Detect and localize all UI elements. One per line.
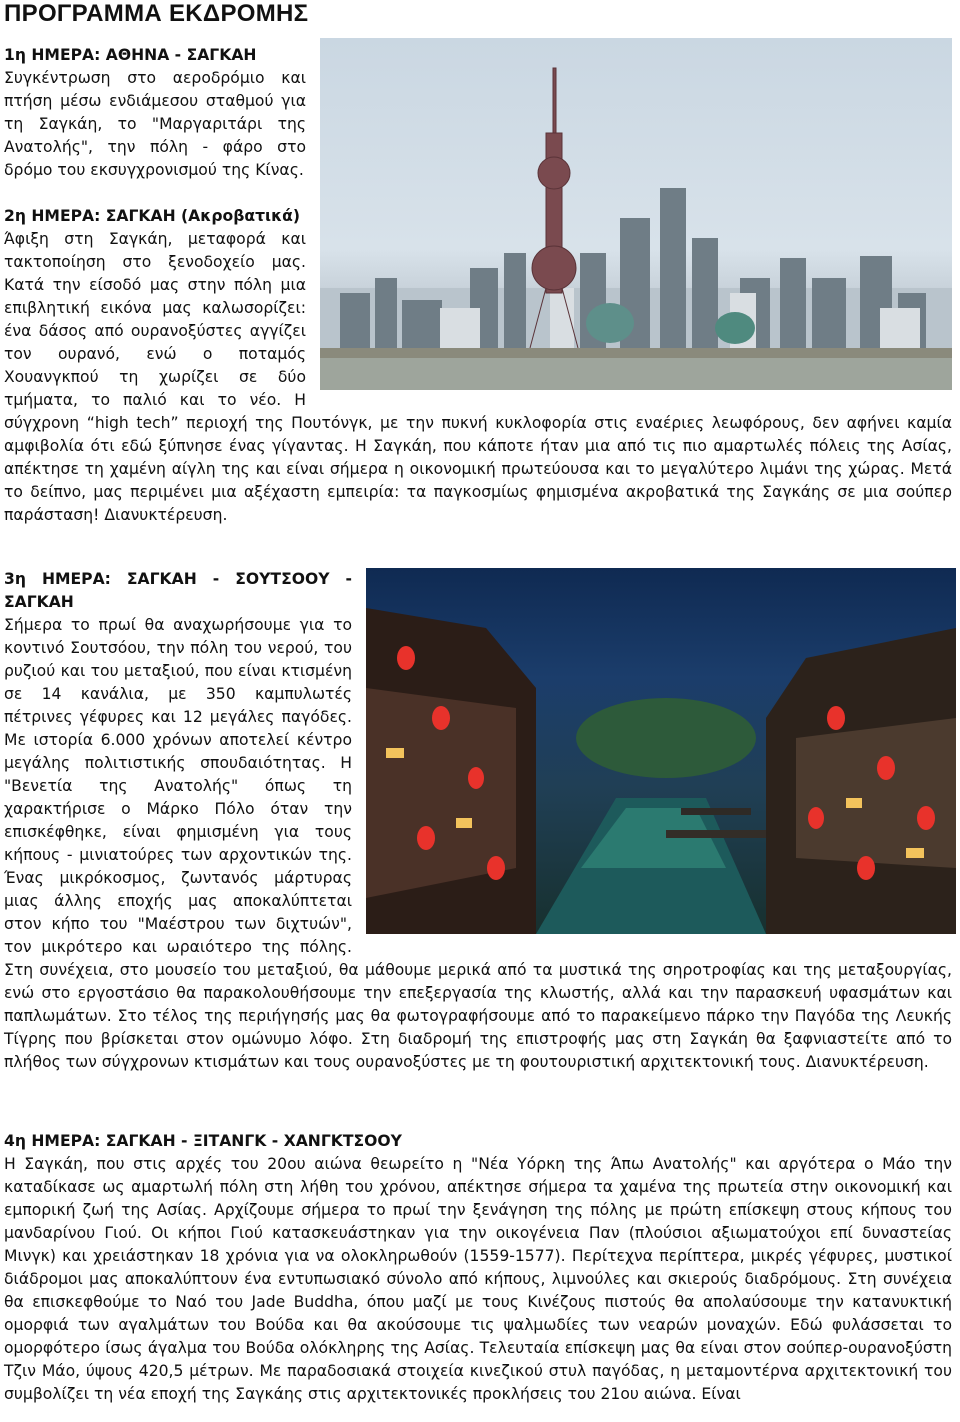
- day-1-2-section: [4, 44, 952, 527]
- day-2-text: Άφιξη στη Σαγκάη, μεταφορά και τακτοποίηση στο ξενοδοχείο μας. Κατά την είσοδό μας στην πόλη μια επιβλητική εικόνα μας καλωσορίζει: ένα δάσος από ουρανοξύστες αγγίζει τον ουρανό, ενώ ο ποταμός Χουανγκπού τη χωρίζει σε δύο τμήματα, το παλιό και το νέο. Η σύγχρονη “high tech” περιοχή της Πουτόνγκ, με την πυκνή κυκλοφορία στις εναέριες λεωφόρους, δεν αφήνει καμία αμφιβολία ότι εδώ ξύπνησε ένας γίγαντας. Η Σαγκάη, που κάποτε ήταν μια από τις πιο αμαρτωλές πόλεις της Ασίας, απέκτησε τη χαμένη αίγλη της και είναι σήμερα η οικονομική πρωτεύουσα και το μεγαλύτερο λιμάνι της χώρας. Μετά το δείπνο, μας περιμένει μια αξέχαστη εμπειρία: τα παγκοσμίως φημισμένα ακροβατικά της Σαγκάης σε μια σούπερ παράσταση! Διανυκτέρευση.: [4, 230, 952, 524]
- day-1-heading: 1η ΗΜΕΡΑ: ΑΘΗΝΑ - ΣΑΓΚΑΗ: [4, 46, 257, 64]
- day-4-section: [4, 1130, 952, 1406]
- day-2-heading: 2η ΗΜΕΡΑ: ΣΑΓΚΑΗ (Ακροβατικά): [4, 207, 301, 225]
- day-4-text: Η Σαγκάη, που στις αρχές του 20ου αιώνα θεωρείτο η "Νέα Υόρκη της Άπω Ανατολής" και αργότερα ο Μάο την καταδίκασε ως αμαρτωλή πόλη στη λήθη του χρόνου, απέκτησε σήμερα τα χαμένα της πρωτεία στην οικονομική και εμπορική ζωή της Ασίας. Αρχίζουμε σήμερα το πρωί την ξενάγηση της πόλης με πρώτη επίσκεψη στους κήπους του μανδαρίνου Γιού. Οι κήποι Γιού κατασκευάστηκαν για την οικογένεια Παν (πλούσιοι αξιωματούχοι επί δυναστείας Μινγκ) και χρειάστηκαν 18 χρόνια για να ολοκληρωθούν (1559-1577). Περίτεχνα περίπτερα, μικρές γέφυρες, μυστικοί διάδρομοι μας αποκαλύπτουν ένα εντυπωσιακό σύνολο από κήπους, λιμνούλες και σκιερούς διαδρόμους. Στη συνέχεια θα επισκεφθούμε το Ναό του Jade Buddha, όπου μαζί με τους Κινέζους πιστούς θα απολαύσουμε την κατανυκτική ομορφιά των αγαλμάτων του Βούδα και θα ακούσουμε τις ψαλμωδίες των νεαρών μοναχών. Εδώ φυλάσσεται το ομορφότερο ίσως άγαλμα του Βούδα ολόκληρης της Ασίας. Τελευταία επίσκεψη μας θα είναι στον σούπερ-ουρανοξύστη Τζιν Μάο, ύψους 420,5 μέτρων. Με παραδοσιακά στοιχεία κινεζικού στυλ παγόδας, η μεταμοντέρνα αρχιτεκτονική του συμβολίζει τη νέα εποχή της Σαγκάης στις αρχιτεκτονικές προκλήσεις του 21ου αιώνα. Είναι: [4, 1155, 952, 1403]
- page-title: ΠΡΟΓΡΑΜΜΑ ΕΚΔΡΟΜΗΣ: [4, 0, 309, 27]
- day-3-section: [4, 568, 952, 1074]
- day-3-text: Σήμερα το πρωί θα αναχωρήσουμε για το κοντινό Σουτσόου, την πόλη του νερού, του ρυζιού και του μεταξιού, που είναι κτισμένη σε 14 κανάλια, με 350 καμπυλωτές πέτρινες γέφυρες και 12 μεγάλες παγόδες. Με ιστορία 6.000 χρόνων αποτελεί κέντρο μεγάλης πολιτιστικής σπουδαιότητας. Η "Βενετία της Ανατολής" όπως τη χαρακτήρισε ο Μάρκο Πόλο όταν την επισκέφθηκε, είναι φημισμένη για τους κήπους - μινιατούρες των αρχοντικών της. Ένας μικρόκοσμος, ζωντανός μάρτυρας μιας άλλης εποχής μας αποκαλύπτεται στον κήπο του "Μαέστρου των διχτυών", τον μικρότερο και ωραιότερο της πόλης. Στη συνέχεια, στο μουσείο του μεταξιού, θα μάθουμε μερικά από τα μυστικά της σηροτροφίας και της μεταξουργίας, ενώ στο εργοστάσιο θα παρακολουθήσουμε την επεξεργασία της κλωστής, αλλά και την παρασκευή υφασμάτων και παπλωμάτων. Στο τέλος της περιήγησής μας θα φωτογραφήσουμε από το παρακείμενο πάρκο την Παγόδα της Λευκής Τίγρης που βρίσκεται στον ομώνυμο λόφο. Στη διαδρομή της επιστροφής μας στη Σαγκάη θα ξαφνιαστείτε από το πλήθος των σύγχρονων κτισμάτων και τους ουρανοξύστες με τη φουτουριστική αρχιτεκτονική τους. Διανυκτέρευση.: [4, 616, 952, 1071]
- shanghai-skyline-photo: [320, 38, 952, 390]
- day-4-heading: 4η ΗΜΕΡΑ: ΣΑΓΚΑΗ - ΞΙΤΑΝΓΚ - ΧΑΝΓΚΤΣΟΟΥ: [4, 1132, 402, 1150]
- day-3-heading: 3η ΗΜΕΡΑ: ΣΑΓΚΑΗ - ΣΟΥΤΣΟΟΥ - ΣΑΓΚΑΗ: [4, 570, 352, 611]
- day-1-text: Συγκέντρωση στο αεροδρόμιο και πτήση μέσω ενδιάμεσου σταθμού για τη Σαγκάη, το "Μαργαριτάρι της Ανατολής", την πόλη - φάρο στο δρόμο του εκσυγχρονισμού της Κίνας.: [4, 69, 306, 179]
- water-town-canal-photo: [366, 568, 956, 934]
